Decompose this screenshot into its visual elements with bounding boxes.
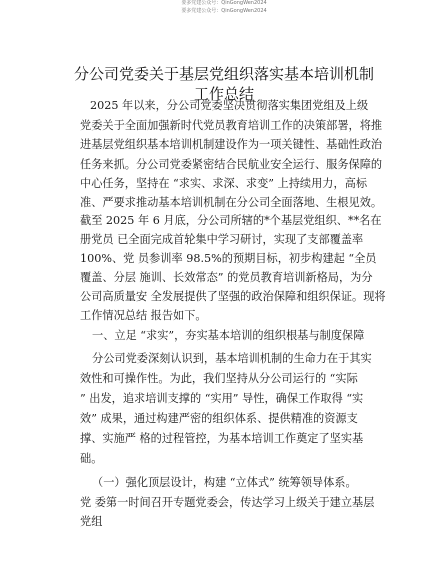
body-text-line: 任务来抓。分公司党委紧密结合民航业安全运行、服务保障的 [80,158,383,171]
section-heading: 一、立足 “求实”，夯实基本培训的组织根基与制度保障 [92,329,365,342]
body-text-line: 100%、党 员参训率 98.5%的预期目标，初步构建起 “全员 [80,252,377,265]
body-text-line: 中心任务，坚持在 “求实、求深、求变” 上持续用力，高标 [80,177,368,190]
body-text-line: 截至 2025 年 6 月底，分公司所辖的*个基层党组织、**名在 [80,214,382,227]
watermark-text: 要多党建公众号：QinGongWen2024 [181,8,267,14]
body-text-line: 础。 [80,452,103,465]
body-text-line: 效性和可操作性。为此，我们坚持从分公司运行的 “实际 [80,372,358,385]
document-title-line: 分公司党委关于基层党组织落实基本培训机制 [73,65,374,83]
body-text-line: 撑、实施严 格的过程管控，为基本培训工作奠定了坚实基 [80,432,364,445]
body-text-line: 工作情况总结 报告如下。 [80,309,207,322]
document-title-line: 工作总结 [193,85,254,103]
body-text-line: 覆盖、分层 施训、长效常态” 的党员教育培训新格局，为分 [80,271,373,284]
watermark-text: 要多党建公众号：QinGongWen2024 [181,0,267,6]
body-text-line: 公司高质量安 全发展提供了坚强的政治保障和组织保证。现将 [80,290,386,303]
body-text-line: 分公司党委深刻认识到，基本培训机制的生命力在于其实 [92,352,372,365]
body-text-line: 党 委第一时间召开专题党委会，传达学习上级关于建立基层 [80,496,375,509]
body-text-line: 册党员 已全面完成首轮集中学习研讨，实现了支部覆盖率 [80,233,364,246]
body-text-line: 党委关于全面加强新时代党员教育培训工作的决策部署，将推 [80,119,383,132]
body-text-line: 2025 年以来，分公司党委坚决贯彻落实集团党组及上级 [90,99,369,112]
body-text-line: 进基层党组织基本培训机制建设作为一项关键性、基础性政治 [80,138,383,151]
body-text-line: 效” 成果，通过构建严密的组织体系、提供精准的资源支 [80,412,358,425]
body-text-line: 党组 [80,515,103,528]
subsection-heading: （一）强化顶层设计，构建 “立体式” 统筹领导体系。 [92,476,357,489]
body-text-line: 准、严要求推动基本培训机制在分公司全面落地、生根见效。 [80,196,383,209]
body-text-line: ” 出发，追求培训支撑的 “实用” 导性，确保工作取得 “实 [80,392,364,405]
